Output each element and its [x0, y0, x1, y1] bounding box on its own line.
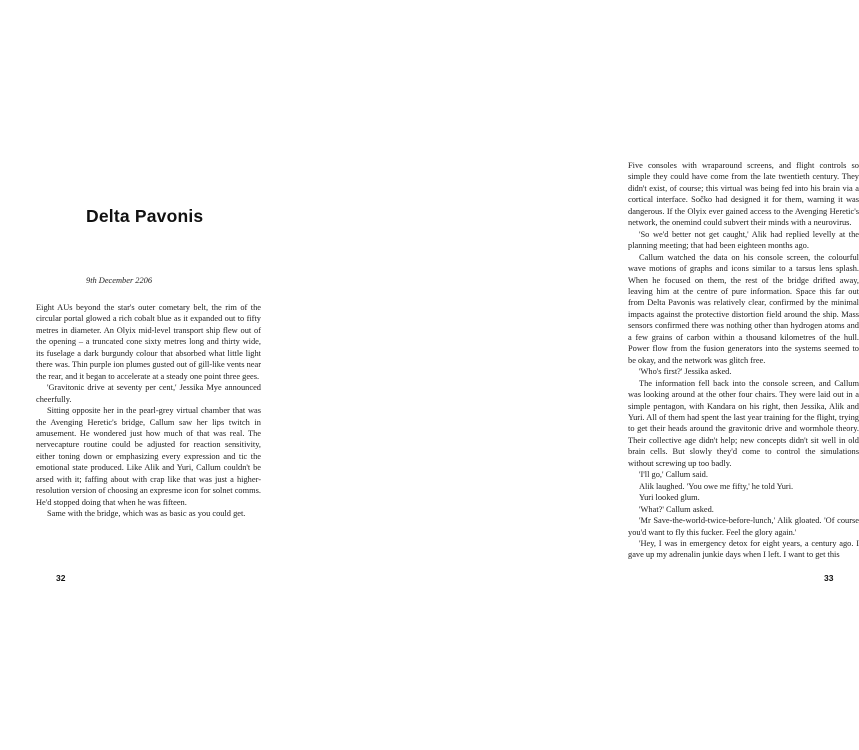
left-body-text: [36, 302, 261, 520]
paragraph: 'So we'd better not get caught,' Alik had replied levelly at the planning meeting; that had been eighteen months ago.: [628, 229, 859, 251]
page-number-right: 33: [824, 573, 834, 583]
chapter-title: Delta Pavonis: [86, 206, 204, 226]
paragraph: 'Mr Save-the-world-twice-before-lunch,' Alik gloated. 'Of course you'd want to fly this fucker. Feel the glory again.': [628, 516, 859, 537]
right-body-text: [628, 160, 859, 561]
paragraph: The information fell back into the console screen, and Callum was looking around at the other four chairs. They were laid out in a simple pentagon, with Kandara on his right, then Jessika, Alik and Yuri. All of them had spent the last year training for the flight, trying to get their heads around the gravitonic drive and wormhole theory. Their collective age didn't help; new concepts didn't sit well in old brain cells. But slowly they'd come to control the simulations without screwing up too badly.: [628, 378, 859, 468]
left-page: [0, 0, 300, 750]
paragraph: Callum watched the data on his console screen, the colourful wave motions of graphs and icons similar to a tarsus lens splash. When he focused on them, the rest of the bridge drifted away, leaving him at the centre of pure information. Space this far out from Delta Pavonis was relatively clear, confirmed by the minimal impacts against the protective distortion field around the ship. Mass sensors confirmed there was nothing other than hydrogen atoms and a few grains of carbon within a thousand kilometres of the hull. Power flow from the fusion generators into the systems seemed to be okay, and the network was glitch free.: [628, 252, 859, 365]
paragraph: Yuri looked glum.: [639, 493, 700, 503]
paragraph: 'Hey, I was in emergency detox for eight years, a century ago. I gave up my adrenalin junkie days when I left. I want to get this: [628, 538, 859, 560]
paragraph: Sitting opposite her in the pearl-grey virtual chamber that was the Avenging Heretic's bridge, Callum saw her lips twitch in amusement. He wondered just how much of that was real. The nervecapture routine could be adjusted for reaction sensitivity, either toning down or emphasizing every expression and tic the emotional state produced. Like Alik and Yuri, Callum couldn't be arsed with it; faffing about with crap like that was just a higher-resolution version of choosing an expresme icon for solnet comms. He'd stopped doing that when he was fifteen.: [36, 406, 261, 507]
paragraph: Alik laughed. 'You owe me fifty,' he told Yuri.: [639, 481, 794, 491]
paragraph: 'What?' Callum asked.: [639, 504, 714, 514]
right-page: [300, 0, 859, 750]
page-number-left: 32: [56, 573, 66, 583]
paragraph: Five consoles with wraparound screens, and flight controls so simple they could have come from the late twentieth century. They didn't exist, of course; this virtual was being fed into his brain via a cortical interface. Sočko had designed it for them, warning it was dangerous. If the Olyix ever gained access to the Avenging Heretic's network, the onemind could subvert their minds with a neurovirus.: [628, 161, 859, 228]
paragraph: 'Who's first?' Jessika asked.: [639, 367, 732, 377]
paragraph: Eight AUs beyond the star's outer cometary belt, the rim of the circular portal glowed a rich cobalt blue as it expanded out to fifty metres in diameter. An Olyix mid-level transport ship flew out of the opening – a truncated cone sixty metres long and thirty wide, its fuselage a dark burgundy colour that absorbed what little light there was. Thin purple ion plumes gusted out of gill-like vents near the rear, and it began to accelerate at a steady one point three gees.: [36, 303, 261, 381]
paragraph: Same with the bridge, which was as basic as you could get.: [47, 509, 246, 519]
paragraph: 'Gravitonic drive at seventy per cent,' Jessika Mye announced cheerfully.: [36, 383, 261, 404]
paragraph: 'I'll go,' Callum said.: [639, 470, 708, 480]
chapter-date: 9th December 2206: [86, 276, 153, 285]
